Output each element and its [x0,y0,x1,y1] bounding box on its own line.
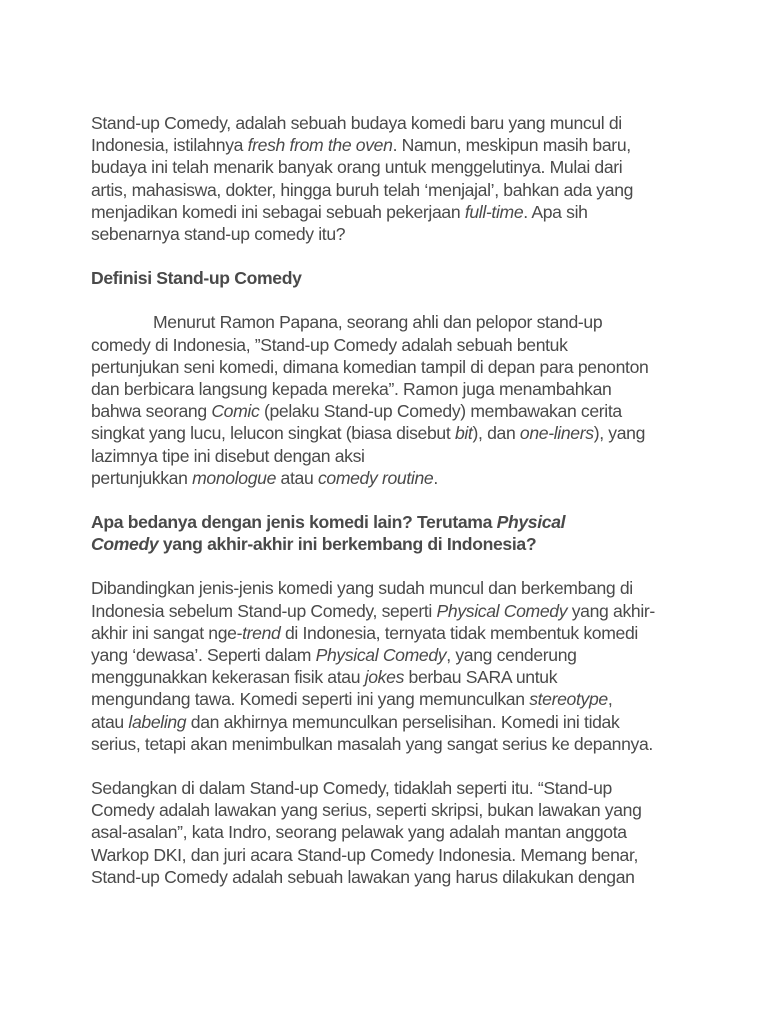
text-line: dan berbicara langsung kepada mereka”. Ramon juga menambahkan [91,379,612,400]
text-line: artis, mahasiswa, dokter, hingga buruh telah ‘menjajal’, bahkan ada yang [91,179,634,200]
italic-term: monologue [192,467,277,488]
text-line: Comedy adalah lawakan yang serius, seperti skripsi, bukan lawakan yang [91,800,642,821]
text-line: pertunjukan seni komedi, dimana komedian tampil di depan para penonton [91,356,649,377]
text-line: sebenarnya stand-up comedy itu? [91,224,346,245]
text-line: comedy di Indonesia, ”Stand-up Comedy adalah sebuah bentuk [91,334,568,355]
text-line: Indonesia, istilahnya fresh from the oven. Namun, meskipun masih baru, [91,135,631,156]
italic-term: Physical Comedy [315,645,447,666]
text-line: Dibandingkan jenis-jenis komedi yang sudah muncul dan berkembang di [91,578,633,599]
italic-term: comedy routine [317,467,434,488]
section-heading-difference [91,511,678,555]
text-line: pertunjukkan monologue atau comedy routine. [91,467,438,488]
definition-paragraph [91,311,678,489]
italic-term: fresh from the oven [247,135,393,156]
italic-term: jokes [364,667,405,688]
text-line: Comedy yang akhir-akhir ini berkembang di Indonesia? [91,534,537,555]
text-line: menggunakkan kekerasan fisik atau jokes berbau SARA untuk [91,667,558,688]
text-line: singkat yang lucu, lelucon singkat (biasa disebut bit), dan one-liners), yang [91,423,646,444]
text-line: Menurut Ramon Papana, seorang ahli dan pelopor stand-up [153,312,603,333]
text-line: Warkop DKI, dan juri acara Stand-up Comedy Indonesia. Memang benar, [91,844,639,865]
text-line: lazimnya tipe ini disebut dengan aksi [91,445,365,466]
text-line: Indonesia sebelum Stand-up Comedy, seperti Physical Comedy yang akhir- [91,600,655,621]
comparison-paragraph [91,577,678,755]
text-line: Sedangkan di dalam Stand-up Comedy, tidaklah seperti itu. “Stand-up [91,778,612,799]
text-line: budaya ini telah menarik banyak orang untuk menggelutinya. Mulai dari [91,157,623,178]
italic-term: Physical [496,512,566,533]
italic-term: trend [242,622,281,643]
italic-term: one-liners [519,423,594,444]
text-line: menjadikan komedi ini sebagai sebuah pekerjaan full-time. Apa sih [91,201,588,222]
italic-term: Comedy [91,534,159,555]
text-line: yang ‘dewasa’. Seperti dalam Physical Comedy, yang cenderung [91,645,577,666]
standup-paragraph [91,777,678,888]
intro-paragraph [91,112,678,245]
text-line: akhir ini sangat nge-trend di Indonesia, ternyata tidak membentuk komedi [91,622,638,643]
text-line: bahwa seorang Comic (pelaku Stand-up Comedy) membawakan cerita [91,401,622,422]
text-line: serius, tetapi akan menimbulkan masalah yang sangat serius ke depannya. [91,733,653,754]
italic-term: Comic [211,401,260,422]
text-line: Stand-up Comedy, adalah sebuah budaya komedi baru yang muncul di [91,113,622,133]
italic-term: stereotype [529,689,608,710]
section-heading-definition: Definisi Stand-up Comedy [91,268,302,289]
italic-term: full-time [464,201,524,222]
italic-term: bit [454,423,473,444]
italic-term: labeling [128,711,187,732]
text-line: asal-asalan”, kata Indro, seorang pelawak yang adalah mantan anggota [91,822,627,843]
italic-term: Physical Comedy [436,600,568,621]
text-line: mengundang tawa. Komedi seperti ini yang memunculkan stereotype, [91,689,613,710]
text-line: Apa bedanya dengan jenis komedi lain? Terutama Physical [91,512,566,533]
text-line: atau labeling dan akhirnya memunculkan perselisihan. Komedi ini tidak [91,711,620,732]
text-line: Stand-up Comedy adalah sebuah lawakan yang harus dilakukan dengan [91,866,635,887]
